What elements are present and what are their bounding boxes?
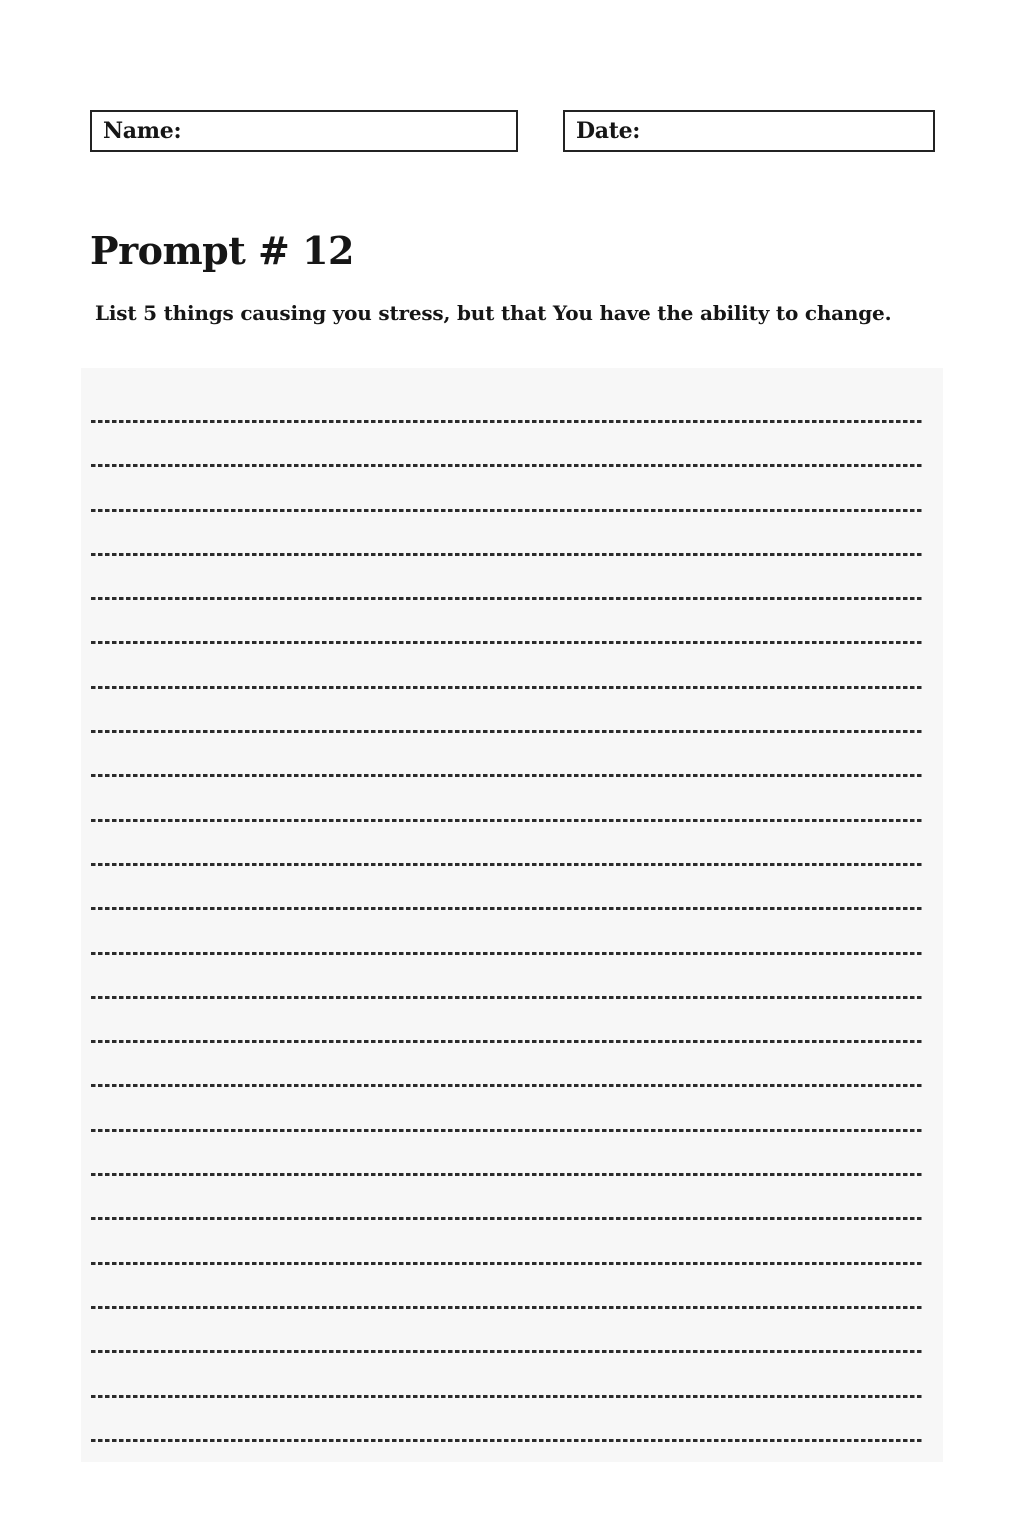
- writing-line[interactable]: [91, 1129, 922, 1132]
- writing-line[interactable]: [91, 996, 922, 999]
- writing-line[interactable]: [91, 1173, 922, 1176]
- writing-line[interactable]: [91, 686, 922, 689]
- writing-line[interactable]: [91, 1350, 922, 1353]
- writing-line[interactable]: [91, 641, 922, 644]
- page-title: Prompt # 12: [90, 228, 354, 273]
- writing-line[interactable]: [91, 1217, 922, 1220]
- writing-line[interactable]: [91, 1306, 922, 1309]
- writing-line[interactable]: [91, 907, 922, 910]
- writing-line[interactable]: [91, 553, 922, 556]
- prompt-instruction: List 5 things causing you stress, but that You have the ability to change.: [95, 301, 892, 325]
- writing-line[interactable]: [91, 1040, 922, 1043]
- writing-line[interactable]: [91, 1395, 922, 1398]
- writing-line[interactable]: [91, 464, 922, 467]
- name-label: Name:: [103, 118, 182, 144]
- writing-line[interactable]: [91, 819, 922, 822]
- writing-line[interactable]: [91, 774, 922, 777]
- writing-line[interactable]: [91, 1262, 922, 1265]
- writing-line[interactable]: [91, 420, 922, 423]
- writing-line[interactable]: [91, 863, 922, 866]
- writing-line[interactable]: [91, 952, 922, 955]
- writing-line[interactable]: [91, 1084, 922, 1087]
- writing-line[interactable]: [91, 1439, 922, 1442]
- writing-lines: [91, 420, 922, 1442]
- name-field-box[interactable]: [90, 110, 518, 152]
- writing-line[interactable]: [91, 730, 922, 733]
- date-label: Date:: [576, 118, 641, 144]
- writing-area-panel[interactable]: [81, 368, 943, 1462]
- date-field-box[interactable]: [563, 110, 935, 152]
- writing-line[interactable]: [91, 509, 922, 512]
- writing-line[interactable]: [91, 597, 922, 600]
